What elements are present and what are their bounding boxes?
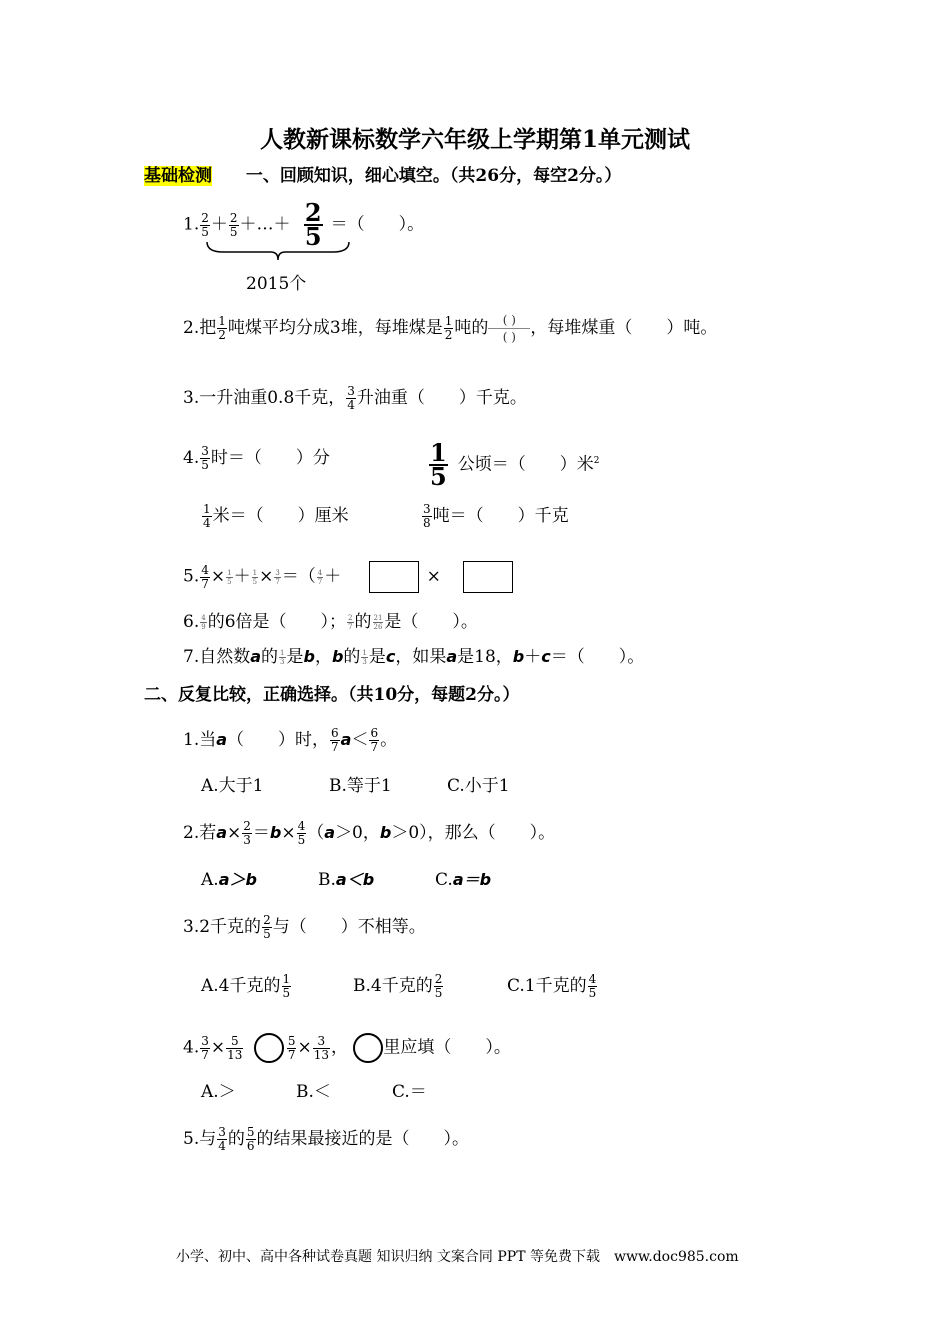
fraction: $\frac{3}{7}$: [201, 1033, 209, 1062]
brace-label: 2015个: [246, 274, 307, 294]
answer-box[interactable]: [369, 561, 419, 593]
option-b[interactable]: B.a＜b: [318, 870, 375, 890]
question-5: 5. $\frac{4}{7}$ × $\frac{1}{5}$ ＋ $\frac{1}{5}$ × $\frac{3}{7}$ ＝（ $\frac{4}{7}$ ＋ ×: [183, 561, 513, 593]
fraction: $\frac{1}{5}$: [252, 568, 258, 586]
fraction: $\frac{2}{5}$: [434, 972, 443, 1000]
fraction: $\frac{1}{2}$: [218, 314, 226, 342]
option-a[interactable]: A.大于1: [201, 776, 264, 796]
section2-heading: 二、反复比较，正确选择。（共10分，每题2分。）: [144, 685, 520, 705]
question-number: 1.: [183, 214, 200, 235]
s2-question-1: 1.当a（ ）时， $\frac{6}{7}$ a＜ $\frac{6}{7}$ 。: [183, 726, 398, 754]
section1-heading: 一、回顾知识，细心填空。（共26分，每空2分。）: [245, 166, 622, 186]
fraction: $\frac{21}{26}$: [373, 614, 383, 631]
option-a[interactable]: A.4千克的 $\frac{1}{5}$: [201, 972, 291, 1000]
fraction: $\frac{2}{7}$: [348, 614, 353, 631]
option-c[interactable]: C.1千克的 $\frac{4}{5}$: [507, 972, 597, 1000]
s2-question-4: 4. $\frac{3}{7}$ × $\frac{5}{13}$ $\frac{5}{7}$ × $\frac{3}{13}$ ， 里应填（ ）。: [183, 1033, 511, 1062]
fraction: $\frac{3}{13}$: [313, 1033, 329, 1062]
unit-superscript: 2: [593, 455, 600, 466]
page-title: 人教新课标数学六年级上学期第1单元测试: [259, 126, 690, 153]
fraction: $\frac{1}{3}$: [362, 649, 367, 666]
option-b[interactable]: B.＜: [296, 1082, 331, 1102]
option-c[interactable]: C.a＝b: [435, 870, 492, 890]
fraction: $\frac{1}{2}$: [444, 314, 453, 342]
section1-header: [144, 161, 621, 186]
fraction: $\frac{4}{7}$: [317, 568, 323, 586]
s2-question-2: 2.若a× $\frac{2}{3}$ ＝b× $\frac{4}{5}$ （a＞0，b＞0），那么（ ）。: [183, 819, 556, 847]
fraction: $\frac{3}{7}$: [275, 568, 280, 586]
fraction: $\frac{1}{5}$: [282, 972, 291, 1000]
fraction: $\frac{3}{8}$: [423, 502, 431, 530]
question-7: 7.自然数a的 $\frac{1}{3}$ 是b，b的 $\frac{1}{3}$ 是c，如果a是18，b＋c＝（ ）。: [183, 647, 645, 667]
fraction: $\frac{3}{4}$: [218, 1125, 226, 1153]
question-4a: 4. $\frac{3}{5}$ 时＝（ ）分: [183, 444, 330, 472]
fraction: $\frac{2}{5}$: [201, 210, 209, 239]
comparison-circle-ref: [353, 1033, 383, 1063]
fraction: $\frac{4}{5}$: [588, 972, 597, 1000]
s2-question-5: 5.与 $\frac{3}{4}$ 的 $\frac{5}{6}$ 的结果最接近的是（ ）。: [183, 1125, 470, 1153]
question-1: 1. $\frac{2}{5}$ ＋ $\frac{2}{5}$ ＋…＋ $\frac{2}{5}$ ＝（ ）。: [183, 198, 425, 251]
question-4b: $\frac{1}{5}$ 公顷＝（ ）米$^2$: [430, 438, 600, 491]
question-3: 3.一升油重0.8千克， $\frac{3}{4}$ 升油重（ ）千克。: [183, 384, 527, 412]
fraction: $\frac{3}{5}$: [201, 444, 209, 472]
question-2: 2.把 $\frac{1}{2}$ 吨煤平均分成3堆，每堆煤是 $\frac{1}{2}$ 吨的 $\frac{( )}{( )}$ ，每堆煤重（ ）吨。: [183, 313, 718, 344]
fraction: $\frac{1}{5}$: [227, 568, 232, 586]
fraction: $\frac{5}{13}$: [227, 1033, 243, 1062]
question-4d: $\frac{3}{8}$ 吨＝（ ）千克: [423, 502, 569, 530]
blank-fraction[interactable]: $\frac{( )}{( )}$: [489, 312, 529, 345]
question-6: 6. $\frac{4}{9}$ 的6倍是（ ）； $\frac{2}{7}$ 的 $\frac{21}{26}$ 是（ ）。: [183, 612, 478, 632]
fraction: $\frac{2}{5}$: [229, 210, 238, 239]
option-c[interactable]: C.小于1: [447, 776, 510, 796]
fraction: $\frac{4}{7}$: [201, 562, 209, 591]
option-b[interactable]: B.4千克的 $\frac{2}{5}$: [353, 972, 443, 1000]
question-4c: $\frac{1}{4}$ 米＝（ ）厘米: [203, 502, 349, 530]
fraction: $\frac{2}{5}$: [263, 913, 271, 941]
option-a[interactable]: A.＞: [201, 1082, 236, 1102]
option-b[interactable]: B.等于1: [329, 776, 392, 796]
footer-text: 小学、初中、高中各种试卷真题 知识归纳 文案合同 PPT 等免费下载 www.doc985.com: [176, 1249, 739, 1265]
fraction: $\frac{6}{7}$: [331, 726, 339, 754]
fraction: $\frac{4}{9}$: [201, 614, 206, 631]
section-tag: 基础检测: [144, 166, 212, 186]
comparison-circle[interactable]: [254, 1033, 284, 1063]
fraction: $\frac{5}{7}$: [287, 1033, 296, 1062]
fraction: $\frac{1}{4}$: [203, 502, 211, 530]
fraction: $\frac{5}{6}$: [246, 1125, 255, 1153]
option-c[interactable]: C.＝: [392, 1082, 427, 1102]
fraction: $\frac{3}{4}$: [347, 384, 355, 412]
fraction: $\frac{4}{5}$: [297, 819, 306, 847]
s2-question-3: 3.2千克的 $\frac{2}{5}$ 与（ ）不相等。: [183, 913, 426, 941]
fraction: $\frac{2}{5}$: [304, 198, 322, 251]
option-a[interactable]: A.a＞b: [201, 870, 257, 890]
underbrace: [203, 240, 353, 264]
fraction: $\frac{1}{3}$: [280, 649, 285, 666]
answer-box[interactable]: [463, 561, 513, 593]
fraction: $\frac{6}{7}$: [370, 726, 379, 754]
fraction: $\frac{1}{5}$: [430, 438, 447, 491]
fraction: $\frac{2}{3}$: [243, 819, 251, 847]
